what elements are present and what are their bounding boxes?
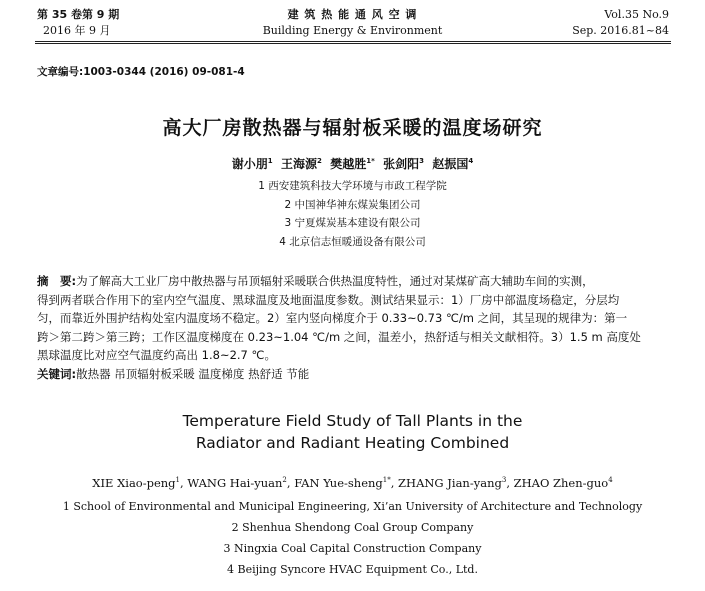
header-journal-en: Building Energy & Environment [262, 24, 443, 37]
title-en-line-2: Radiator and Radiant Heating Combined [195, 434, 510, 452]
abstract-line-4: 跨＞第二跨＞第三跨；工作区温度梯度在 0.23~1.04 ℃/m 之间，温差小，热舒适与相关文献相符。3）1.5 m 高度处 [37, 329, 641, 344]
header-date: 2016 年 9 月 [43, 24, 111, 37]
abstract-line-5: 黑球温度比对应空气温度约高出 1.8~2.7 ℃。 [37, 348, 276, 362]
title-en [0, 410, 705, 454]
abstract [37, 272, 669, 383]
keywords-text: 散热器 吊顶辐射板采暖 温度梯度 热舒适 节能 [76, 366, 310, 381]
affiliation-en-1: 1 School of Environmental and Municipal Engineering, Xi’an University of Architecture and Technology [62, 500, 643, 513]
keywords-label: 关键词: [37, 366, 77, 381]
header-vol-en: Vol.35 No.9 [604, 8, 669, 21]
abstract-label: 摘 要: [37, 274, 77, 288]
header-volume: 第 35 卷第 9 期 [37, 8, 120, 21]
author-cn-4: 张剑阳$^3$ [383, 157, 425, 171]
header-divider-thin [35, 43, 671, 44]
affiliation-en-4: 4 Beijing Syncore HVAC Equipment Co., Ltd. [227, 563, 478, 576]
author-en-2: WANG Hai-yuan$^2$, [187, 476, 295, 490]
author-en-3: FAN Yue-sheng$^{1*}$, [294, 476, 399, 490]
affiliation-cn-2: 2 中国神华神东煤炭集团公司 [284, 198, 421, 211]
affiliation-en-3: 3 Ningxia Coal Capital Construction Company [223, 542, 482, 555]
author-en-4: ZHANG Jian-yang$^3$, [398, 476, 514, 490]
affiliations-cn [0, 177, 705, 252]
abstract-line-1: 摘 要:为了解高大工业厂房中散热器与吊顶辐射采暖联合供热温度特性，通过对某煤矿高大辅助车间的实测， [37, 274, 594, 288]
title-en-line-1: Temperature Field Study of Tall Plants in the [182, 412, 523, 430]
affiliation-cn-3: 3 宁夏煤炭基本建设有限公司 [284, 217, 421, 230]
header-divider [35, 41, 671, 42]
authors-cn [0, 155, 705, 172]
keywords [37, 365, 669, 384]
header-journal-cn: 建 筑 热 能 通 风 空 调 [287, 8, 418, 21]
author-cn-1: 谢小朋$^1$ [231, 157, 273, 171]
affiliation-cn-4: 4 北京信志恒暖通设备有限公司 [279, 236, 426, 249]
header-pages: Sep. 2016.81~84 [572, 24, 669, 37]
author-en-1: XIE Xiao-peng$^1$, [92, 476, 188, 490]
affiliation-cn-1: 1 西安建筑科技大学环境与市政工程学院 [258, 180, 447, 192]
affiliation-en-2: 2 Shenhua Shendong Coal Group Company [231, 521, 474, 534]
author-en-5: ZHAO Zhen-guo$^4$ [513, 476, 613, 490]
author-cn-5: 赵振国$^4$ [432, 157, 474, 171]
affiliations-en [0, 496, 705, 580]
author-cn-3: 樊越胜$^{1*}$ [330, 157, 375, 171]
abstract-line-2: 得到两者联合作用下的室内空气温度、黑球温度及地面温度参数。测试结果显示：1）厂房中部温度场稳定，分层均 [37, 292, 620, 307]
article-number: 文章编号:1003-0344 (2016) 09-081-4 [37, 66, 245, 78]
title-cn: 高大厂房散热器与辐射板采暖的温度场研究 [162, 117, 543, 139]
author-cn-2: 王海源$^2$ [280, 157, 322, 171]
authors-en [0, 476, 705, 490]
abstract-line-3: 匀，而靠近外围护结构处室内温度场不稳定。2）室内竖向梯度介于 0.33~0.73 ℃/m 之间，其呈现的规律为：第一 [37, 311, 628, 325]
